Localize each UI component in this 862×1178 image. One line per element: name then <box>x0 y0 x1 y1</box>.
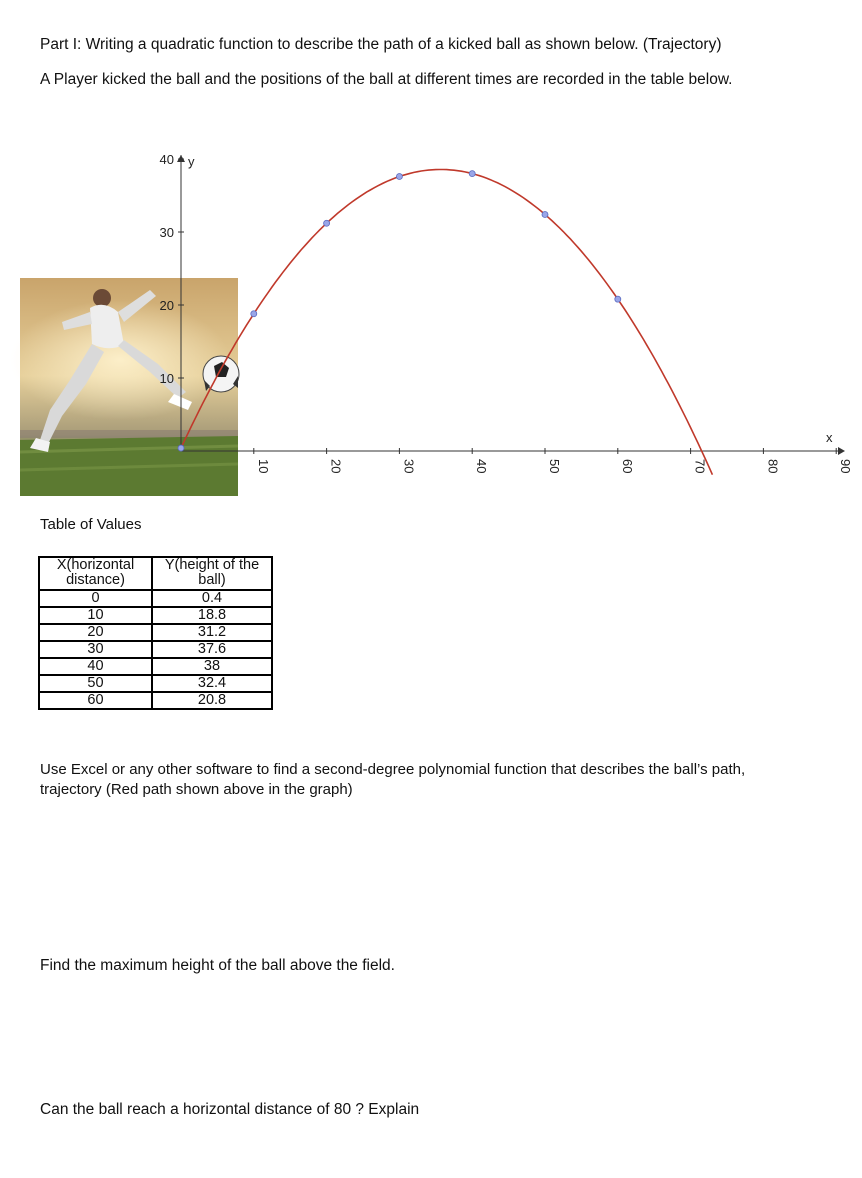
cell-x: 10 <box>39 607 152 624</box>
cell-x: 20 <box>39 624 152 641</box>
cell-y: 31.2 <box>152 624 272 641</box>
player-photo <box>10 278 239 496</box>
trajectory-graph <box>0 140 862 500</box>
y-tick-label: 10 <box>159 371 174 386</box>
x-tick-label: 70 <box>692 459 708 474</box>
values-table <box>38 556 273 710</box>
table-row <box>39 692 272 709</box>
x-tick-label: 80 <box>765 459 781 474</box>
y-tick-label: 40 <box>159 152 174 167</box>
table-row <box>39 607 272 624</box>
cell-y: 38 <box>152 658 272 675</box>
y-tick-label: 20 <box>159 298 174 313</box>
header-y: Y(height of the ball) <box>152 557 272 590</box>
header-x: X(horizontal distance) <box>39 557 152 590</box>
x-ticks <box>254 448 853 473</box>
part-title: Part I: Writing a quadratic function to describe the path of a kicked ball as shown below. (Trajectory) <box>40 36 722 53</box>
x-tick-label: 40 <box>474 459 490 474</box>
table-row <box>39 624 272 641</box>
data-point <box>542 211 548 217</box>
data-points <box>178 171 621 451</box>
data-point <box>396 174 402 180</box>
y-axis-label: y <box>188 154 195 169</box>
table-row <box>39 675 272 692</box>
cell-y: 37.6 <box>152 641 272 658</box>
x-axis-label: x <box>826 430 833 445</box>
cell-x: 40 <box>39 658 152 675</box>
data-point <box>324 220 330 226</box>
cell-x: 60 <box>39 692 152 709</box>
data-point <box>469 171 475 177</box>
data-point <box>615 296 621 302</box>
trajectory-curve <box>181 170 712 475</box>
x-tick-label: 60 <box>619 459 635 474</box>
x-tick-label: 20 <box>328 459 344 474</box>
data-point <box>178 445 184 451</box>
table-row <box>39 590 272 607</box>
cell-x: 30 <box>39 641 152 658</box>
x-axis-arrow <box>838 447 845 455</box>
intro-paragraph: A Player kicked the ball and the positions of the ball at different times are recorded in the table below. <box>40 71 733 88</box>
table-caption: Table of Values <box>40 516 142 533</box>
data-point <box>251 311 257 317</box>
cell-y: 32.4 <box>152 675 272 692</box>
cell-x: 50 <box>39 675 152 692</box>
x-tick-label: 50 <box>547 459 562 474</box>
cell-x: 0 <box>39 590 152 607</box>
table-row <box>39 658 272 675</box>
x-tick-label: 10 <box>255 459 271 474</box>
question-max-height: Find the maximum height of the ball above the field. <box>40 957 395 974</box>
question-polynomial: Use Excel or any other software to find a second-degree polynomial function that describes the ball’s path, trajectory (Red path shown above in the graph) <box>40 761 746 798</box>
cell-y: 0.4 <box>152 590 272 607</box>
question-distance-80: Can the ball reach a horizontal distance of 80 ? Explain <box>40 1101 420 1118</box>
x-tick-label: 90 <box>838 459 854 474</box>
cell-y: 18.8 <box>152 607 272 624</box>
x-tick-label: 30 <box>401 459 417 474</box>
table-row <box>39 641 272 658</box>
cell-y: 20.8 <box>152 692 272 709</box>
y-tick-label: 30 <box>159 225 174 240</box>
